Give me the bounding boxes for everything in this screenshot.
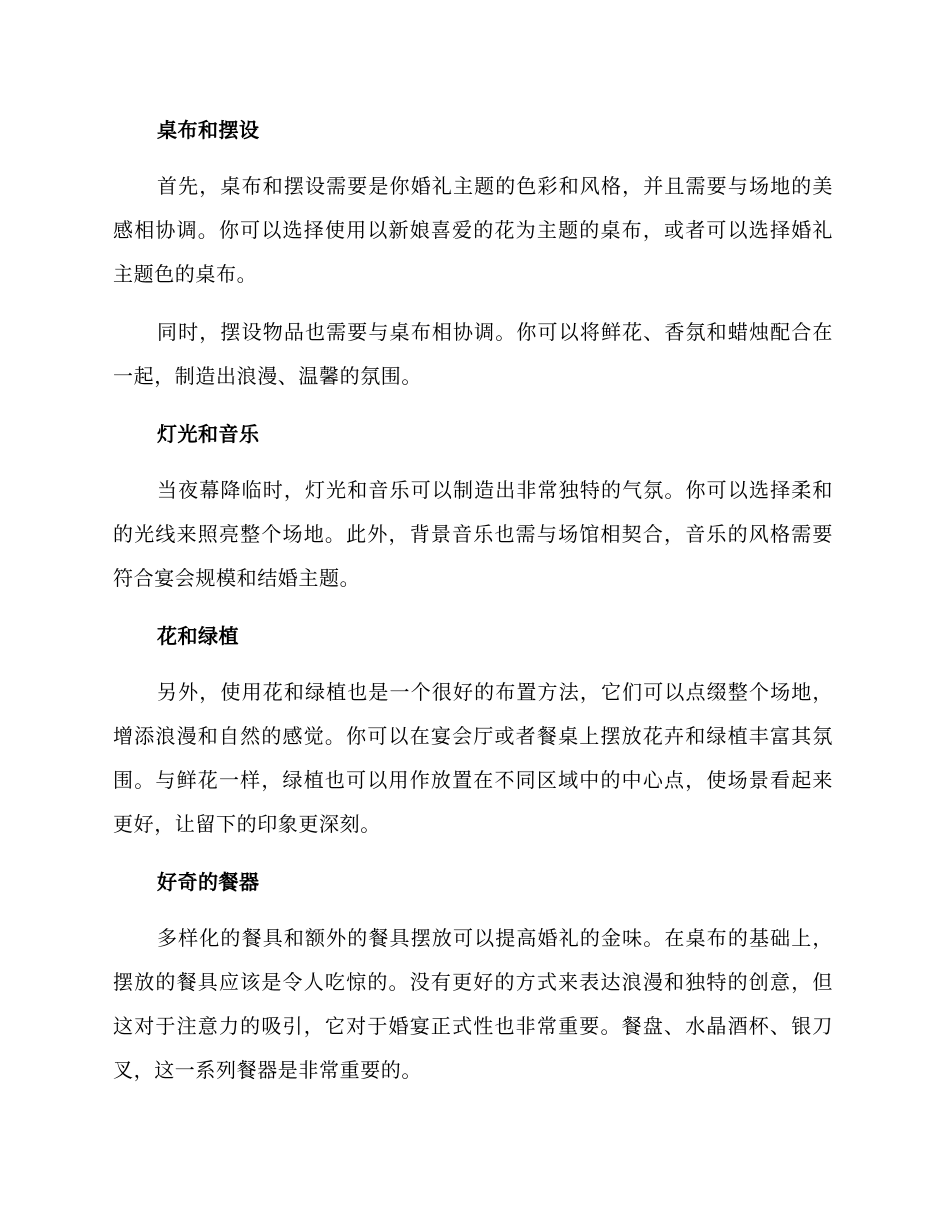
section-heading-tablecloth: 桌布和摆设	[157, 118, 260, 142]
paragraph-tablecloth-2: 同时，摆设物品也需要与桌布相协调。你可以将鲜花、香氛和蜡烛配合在一起，制造出浪漫、温馨的氛围。	[113, 320, 833, 388]
section-heading-tableware: 好奇的餐器	[157, 870, 260, 894]
section-heading-lighting-music: 灯光和音乐	[157, 422, 260, 446]
document-body	[113, 108, 833, 1092]
paragraph-tableware-1: 多样化的餐具和额外的餐具摆放可以提高婚礼的金味。在桌布的基础上，摆放的餐具应该是令人吃惊的。没有更好的方式来表达浪漫和独特的创意，但这对于注意力的吸引，它对于婚宴正式性也非常重要。餐盘、水晶酒杯、银刀叉，这一系列餐器是非常重要的。	[113, 926, 833, 1082]
section-heading-flowers-plants: 花和绿植	[157, 624, 239, 648]
paragraph-flowers-plants-1: 另外，使用花和绿植也是一个很好的布置方法，它们可以点缀整个场地，增添浪漫和自然的感觉。你可以在宴会厅或者餐桌上摆放花卉和绿植丰富其氛围。与鲜花一样，绿植也可以用作放置在不同区域中的中心点，使场景看起来更好，让留下的印象更深刻。	[113, 680, 833, 836]
paragraph-tablecloth-1: 首先，桌布和摆设需要是你婚礼主题的色彩和风格，并且需要与场地的美感相协调。你可以选择使用以新娘喜爱的花为主题的桌布，或者可以选择婚礼主题色的桌布。	[113, 174, 833, 286]
paragraph-lighting-music-1: 当夜幕降临时，灯光和音乐可以制造出非常独特的气氛。你可以选择柔和的光线来照亮整个场地。此外，背景音乐也需与场馆相契合，音乐的风格需要符合宴会规模和结婚主题。	[113, 478, 833, 590]
